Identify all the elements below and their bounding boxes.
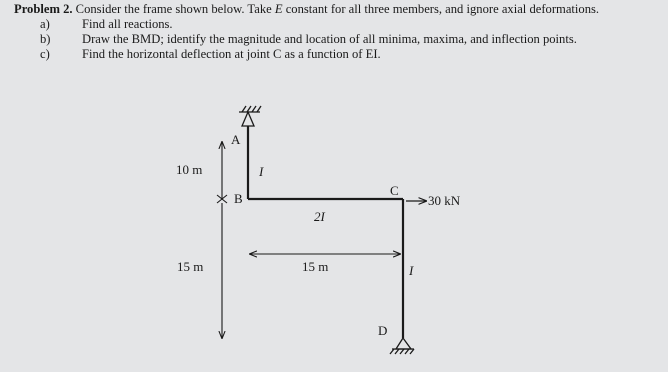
part-text: Draw the BMD; identify the magnitude and location of all minima, maxima, and inflection points.: [82, 32, 577, 46]
statement-before: Consider the frame shown below. Take: [72, 2, 275, 16]
node-label-c: C: [390, 183, 399, 198]
dimension-lower-label: 15 m: [177, 259, 204, 274]
statement-variable: E: [274, 2, 283, 16]
dimension-horizontal-label: 15 m: [302, 259, 329, 274]
inertia-label-ab: I: [259, 164, 264, 179]
pin-support-a: [239, 106, 261, 126]
node-label-a: A: [231, 132, 241, 147]
load-label: 30 kN: [428, 193, 461, 208]
inertia-label-cd: I: [409, 263, 414, 278]
part-label: c): [40, 47, 50, 61]
problem-number: Problem 2.: [14, 2, 73, 16]
inertia-label-bc: 2I: [314, 209, 325, 224]
pin-support-d: [390, 338, 414, 354]
statement-after: constant for all three members, and ignore axial deformations.: [282, 2, 600, 16]
dimension-vertical: [217, 142, 227, 338]
dimension-upper-label: 10 m: [176, 162, 203, 177]
part-label: b): [40, 32, 51, 46]
part-label: a): [40, 17, 50, 31]
part-text: Find all reactions.: [82, 17, 173, 31]
part-text: Find the horizontal deflection at joint C as a function of EI.: [82, 47, 381, 61]
node-label-d: D: [378, 323, 388, 338]
node-label-b: B: [234, 191, 243, 206]
frame-members: [248, 126, 403, 338]
